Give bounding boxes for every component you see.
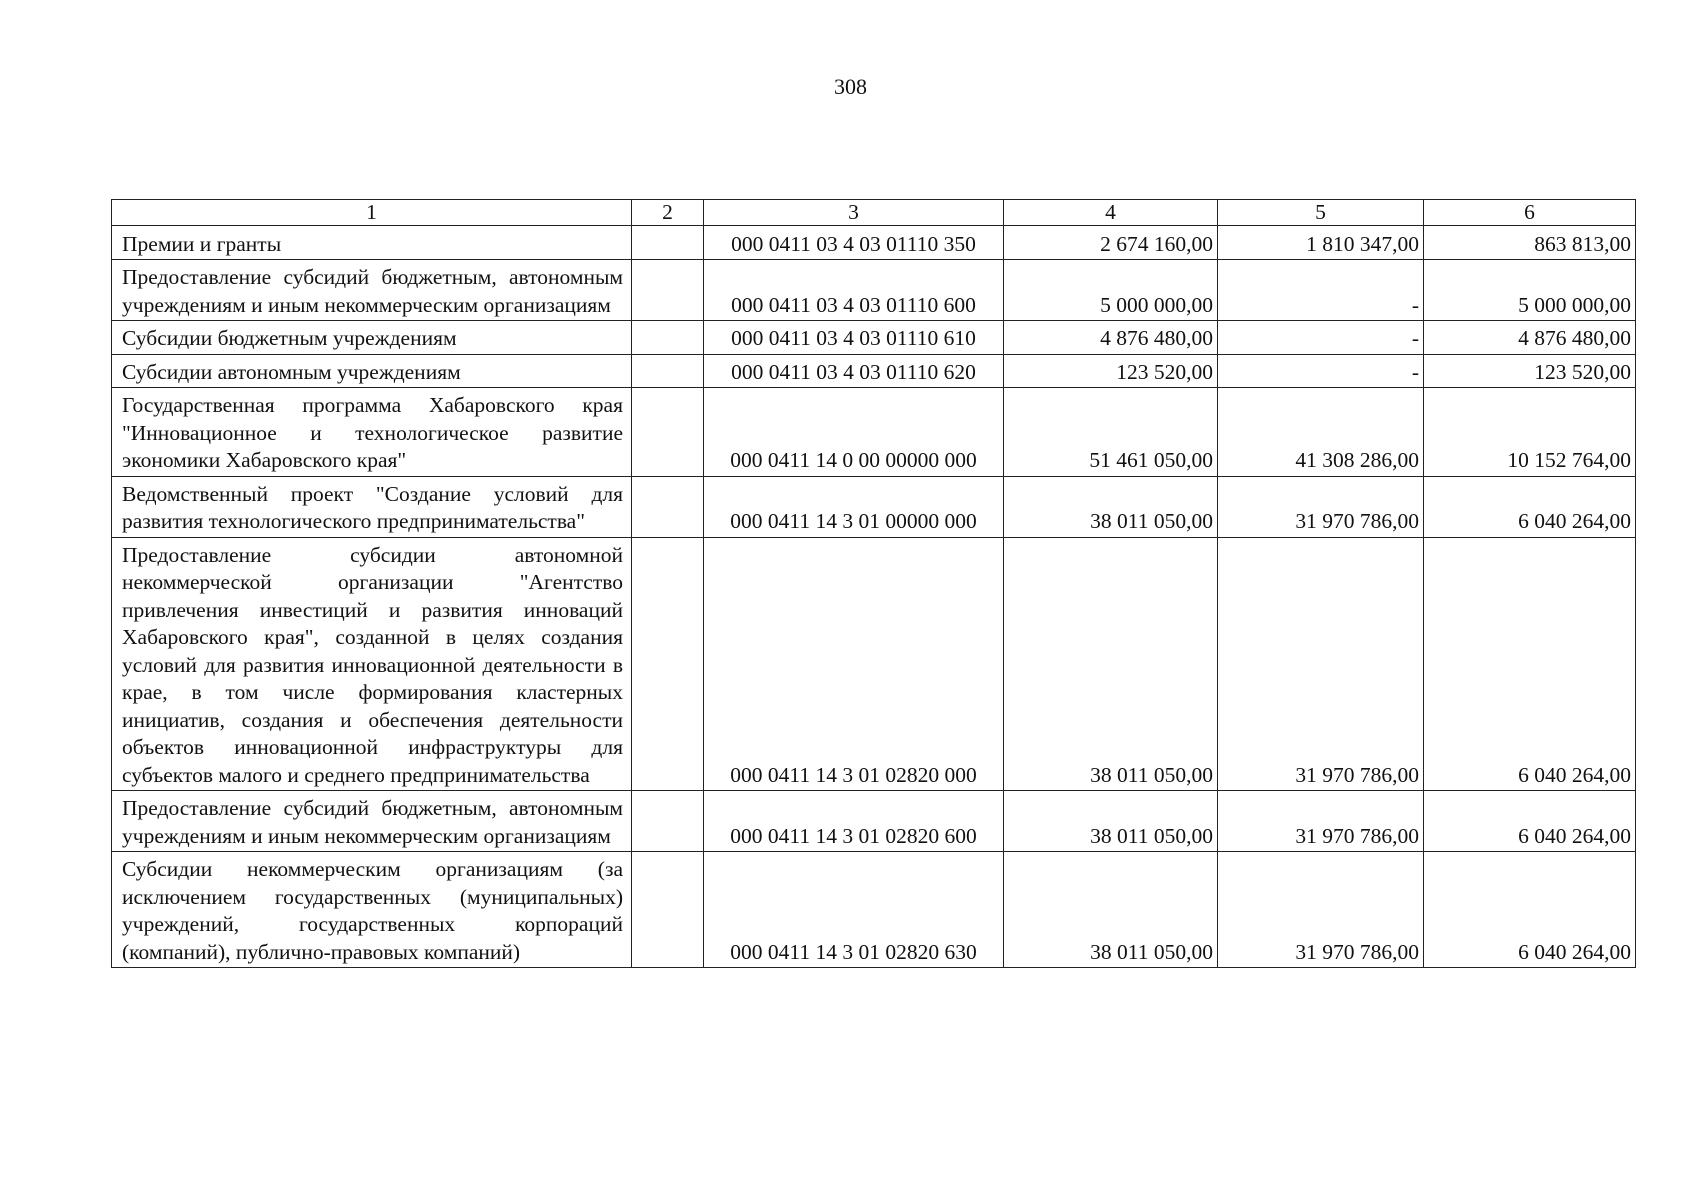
row-col5: 1 810 347,00 bbox=[1218, 226, 1424, 260]
row-col5: 31 970 786,00 bbox=[1218, 476, 1424, 537]
column-header-5: 5 bbox=[1218, 200, 1424, 226]
row-col4: 38 011 050,00 bbox=[1004, 476, 1218, 537]
row-code: 000 0411 14 3 01 02820 600 bbox=[704, 791, 1004, 852]
row-col2 bbox=[632, 537, 704, 791]
row-name: Предоставление субсидий бюджетным, автономным учреждениям и иным некоммерческим организациям bbox=[112, 260, 632, 321]
row-code: 000 0411 03 4 03 01110 350 bbox=[704, 226, 1004, 260]
budget-table bbox=[111, 199, 1636, 968]
row-code: 000 0411 03 4 03 01110 600 bbox=[704, 260, 1004, 321]
row-col6: 6 040 264,00 bbox=[1424, 476, 1636, 537]
column-header-2: 2 bbox=[632, 200, 704, 226]
row-col2 bbox=[632, 476, 704, 537]
column-header-1: 1 bbox=[112, 200, 632, 226]
column-header-3: 3 bbox=[704, 200, 1004, 226]
row-col4: 4 876 480,00 bbox=[1004, 321, 1218, 355]
row-col4: 2 674 160,00 bbox=[1004, 226, 1218, 260]
row-name: Государственная программа Хабаровского края "Инновационное и технологическое развитие экономики Хабаровского края" bbox=[112, 388, 632, 477]
row-col6: 863 813,00 bbox=[1424, 226, 1636, 260]
row-col5: - bbox=[1218, 321, 1424, 355]
row-col6: 10 152 764,00 bbox=[1424, 388, 1636, 477]
table-row bbox=[112, 852, 1636, 968]
row-col4: 123 520,00 bbox=[1004, 354, 1218, 388]
table-row bbox=[112, 476, 1636, 537]
row-col2 bbox=[632, 791, 704, 852]
row-name: Предоставление субсидий бюджетным, автономным учреждениям и иным некоммерческим организациям bbox=[112, 791, 632, 852]
row-name: Премии и гранты bbox=[112, 226, 632, 260]
page-number: 308 bbox=[834, 74, 867, 99]
row-name: Субсидии некоммерческим организациям (за исключением государственных (муниципальных) учреждений, государственных корпораций (компаний), публично-правовых компаний) bbox=[112, 852, 632, 968]
row-code: 000 0411 14 0 00 00000 000 bbox=[704, 388, 1004, 477]
row-col5: - bbox=[1218, 354, 1424, 388]
row-col5: 41 308 286,00 bbox=[1218, 388, 1424, 477]
row-col6: 5 000 000,00 bbox=[1424, 260, 1636, 321]
row-col6: 6 040 264,00 bbox=[1424, 791, 1636, 852]
row-col4: 38 011 050,00 bbox=[1004, 791, 1218, 852]
row-col2 bbox=[632, 388, 704, 477]
column-header-6: 6 bbox=[1424, 200, 1636, 226]
row-col6: 123 520,00 bbox=[1424, 354, 1636, 388]
row-col5: 31 970 786,00 bbox=[1218, 537, 1424, 791]
table-row bbox=[112, 537, 1636, 791]
table-row bbox=[112, 791, 1636, 852]
row-name: Субсидии бюджетным учреждениям bbox=[112, 321, 632, 355]
row-col4: 38 011 050,00 bbox=[1004, 852, 1218, 968]
row-code: 000 0411 14 3 01 00000 000 bbox=[704, 476, 1004, 537]
budget-table-container bbox=[111, 199, 1635, 968]
row-col2 bbox=[632, 852, 704, 968]
row-col5: 31 970 786,00 bbox=[1218, 791, 1424, 852]
row-name: Субсидии автономным учреждениям bbox=[112, 354, 632, 388]
row-code: 000 0411 14 3 01 02820 630 bbox=[704, 852, 1004, 968]
column-header-4: 4 bbox=[1004, 200, 1218, 226]
row-col2 bbox=[632, 321, 704, 355]
table-header-row bbox=[112, 200, 1636, 226]
row-col2 bbox=[632, 354, 704, 388]
row-name: Предоставление субсидии автономной некоммерческой организации "Агентство привлечения инвестиций и развития инноваций Хабаровского края", созданной в целях создания условий для развития инновационной деятельности в крае, в том числе формирования кластерных инициатив, создания и обеспечения деятельности объектов инновационной инфраструктуры для субъектов малого и среднего предпринимательства bbox=[112, 537, 632, 791]
table-row bbox=[112, 260, 1636, 321]
row-col4: 51 461 050,00 bbox=[1004, 388, 1218, 477]
row-name: Ведомственный проект "Создание условий для развития технологического предпринимательства" bbox=[112, 476, 632, 537]
table-row bbox=[112, 321, 1636, 355]
table-row bbox=[112, 388, 1636, 477]
row-col5: - bbox=[1218, 260, 1424, 321]
row-col6: 6 040 264,00 bbox=[1424, 852, 1636, 968]
table-row bbox=[112, 226, 1636, 260]
row-col5: 31 970 786,00 bbox=[1218, 852, 1424, 968]
row-col4: 5 000 000,00 bbox=[1004, 260, 1218, 321]
row-code: 000 0411 14 3 01 02820 000 bbox=[704, 537, 1004, 791]
row-col2 bbox=[632, 260, 704, 321]
row-col4: 38 011 050,00 bbox=[1004, 537, 1218, 791]
row-col6: 4 876 480,00 bbox=[1424, 321, 1636, 355]
row-code: 000 0411 03 4 03 01110 610 bbox=[704, 321, 1004, 355]
row-col6: 6 040 264,00 bbox=[1424, 537, 1636, 791]
row-col2 bbox=[632, 226, 704, 260]
row-code: 000 0411 03 4 03 01110 620 bbox=[704, 354, 1004, 388]
table-row bbox=[112, 354, 1636, 388]
